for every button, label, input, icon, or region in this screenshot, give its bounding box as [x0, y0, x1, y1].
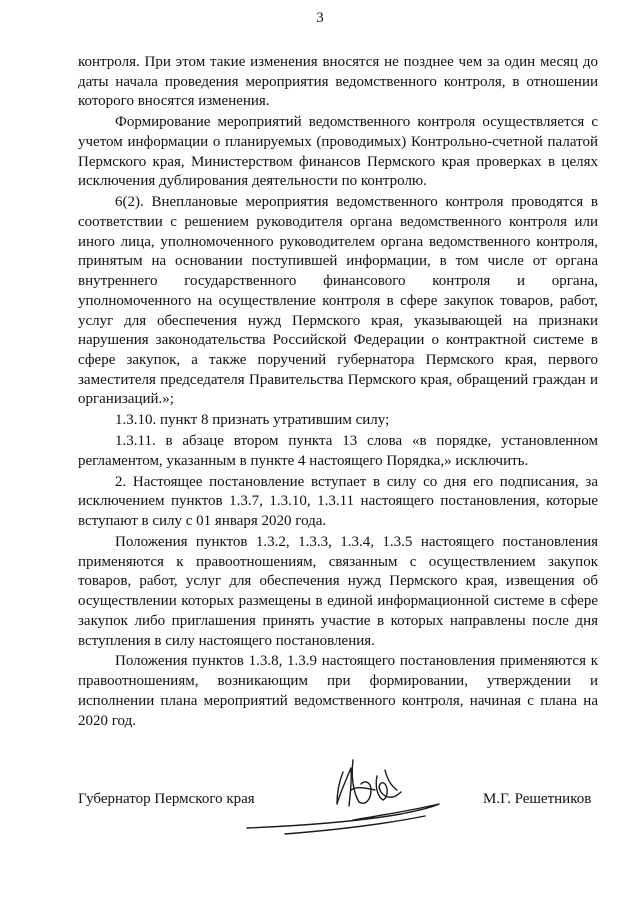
paragraph-application-plan: Положения пунктов 1.3.8, 1.3.9 настоящего постановления применяются к правоотношениям, возникающим при формировании, утверждении и исполнении плана мероприятий ведомственного контроля, начиная с плана на 2020 год. [78, 653, 598, 729]
handwritten-signature [225, 730, 445, 840]
paragraph-application-procurement: Положения пунктов 1.3.2, 1.3.3, 1.3.4, 1.3.5 настоящего постановления применяются к правоотношениям, связанным с осуществлением закупок товаров, работ, услуг для обеспечения нужд Пермского края, извещения об осуществлении которых размещены в единой информационной системе в сфере закупок либо приглашения принять участие в которых направлены после дня вступления в силу настоящего постановления. [78, 534, 598, 649]
paragraph-item-1-3-11: 1.3.11. в абзаце втором пункта 13 слова «в порядке, установленном регламентом, указанным в пункте 4 настоящего Порядка,» исключить. [78, 433, 598, 469]
signer-title: Губернатор Пермского края [78, 791, 255, 807]
paragraph-entry-into-force: 2. Настоящее постановление вступает в силу со дня его подписания, за исключением пунктов 1.3.7, 1.3.10, 1.3.11 настоящего постановления, которые вступают в силу с 01 января 2020 года. [78, 473, 598, 530]
paragraph-continuation: контроля. При этом такие изменения вносятся не позднее чем за один месяц до даты начала проведения мероприятия ведомственного контроля, в отношении которого вносятся изменения. [78, 54, 598, 110]
signature-block [0, 730, 640, 840]
page-number: 3 [316, 10, 324, 26]
document-body [78, 53, 598, 732]
paragraph-item-1-3-10: 1.3.10. пункт 8 признать утратившим силу; [115, 412, 390, 429]
paragraph-control-formation: Формирование мероприятий ведомственного контроля осуществляется с учетом информации о планируемых (проводимых) Контрольно-счетной палатой Пермского края, Министерством финансов Пермского края проверках в целях исключения дублирования деятельности по контролю. [78, 114, 598, 190]
signer-name: М.Г. Решетников [483, 791, 592, 807]
paragraph-unscheduled-control: 6(2). Внеплановые мероприятия ведомственного контроля проводятся в соответствии с решением руководителя органа ведомственного контроля или иного лица, уполномоченного руководителем органа ведомственного контроля, принятым на основании поступившей информации, в том числе от органа внутреннего государственного финансового контроля и органа, уполномоченного на осуществление контроля в сфере закупок товаров, работ, услуг для обеспечения нужд Пермского края, указывающей на признаки нарушения законодательства Российской Федерации о контрактной системе в сфере закупок, а также поручений губернатора Пермского края, первого заместителя председателя Правительства Пермского края, обращений граждан и организаций.»; [78, 194, 598, 408]
